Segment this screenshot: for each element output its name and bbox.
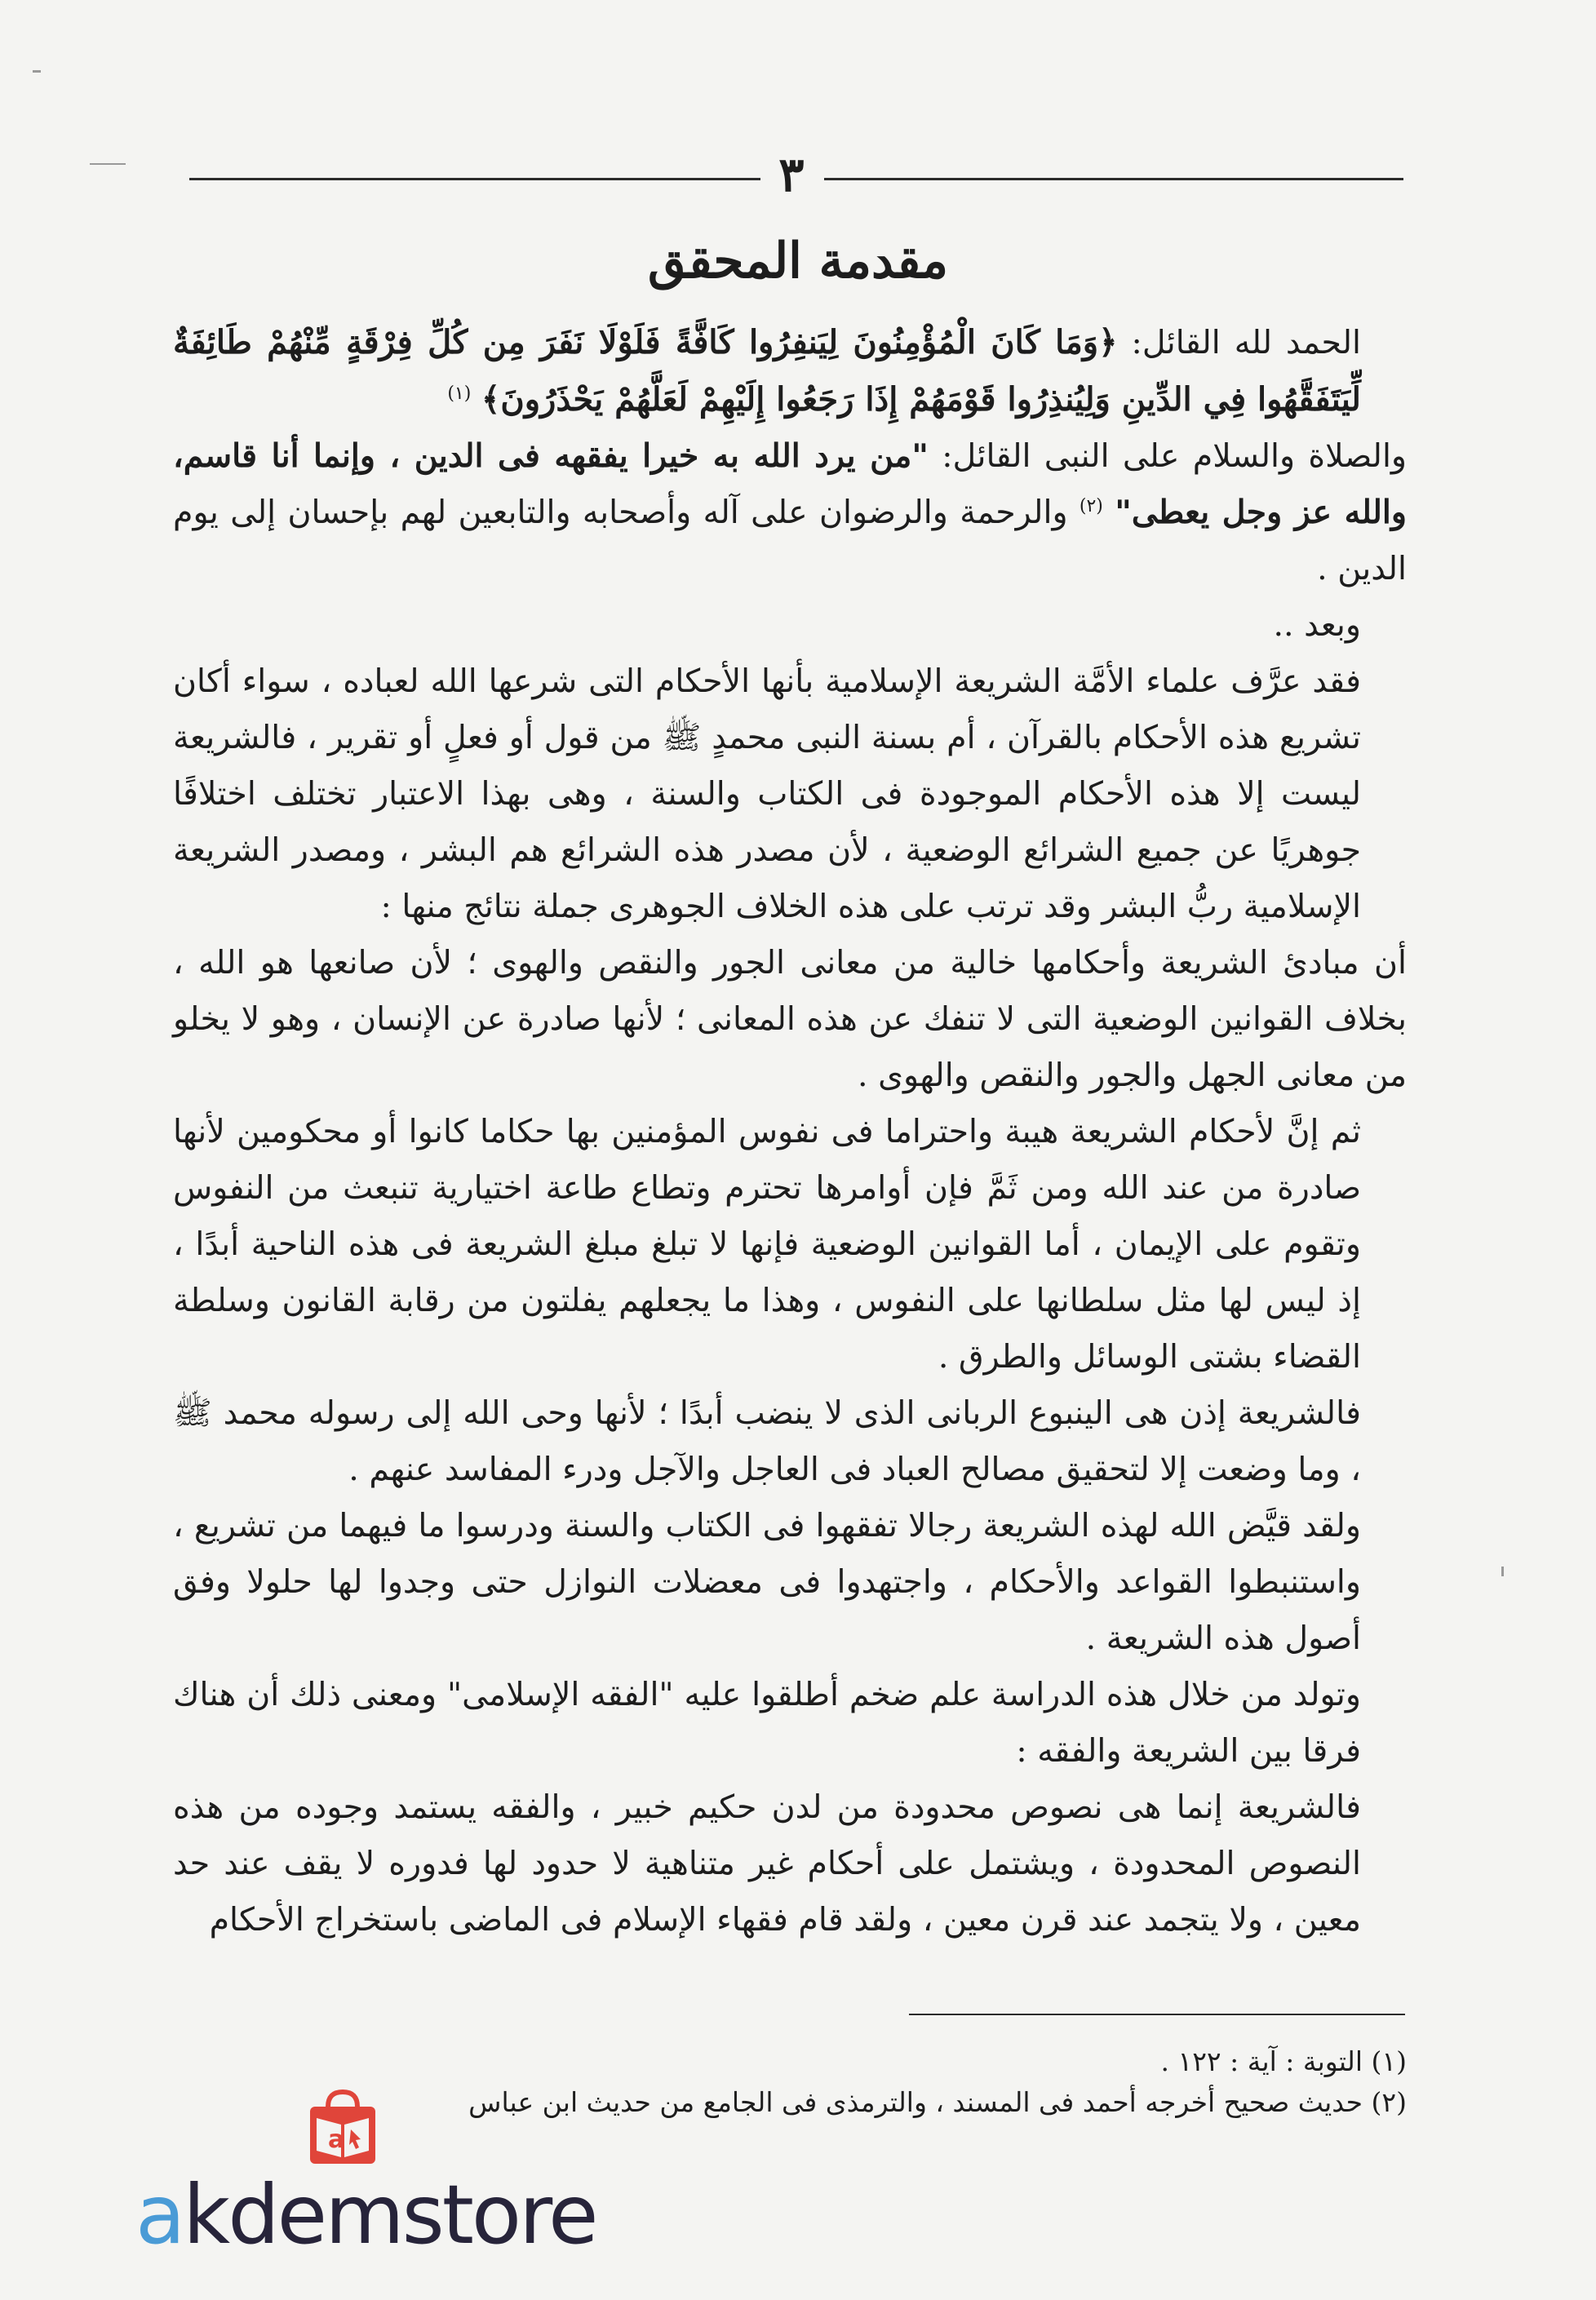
paragraph-principles: أن مبادئ الشريعة وأحكامها خالية من معانى الجور والنقص والهوى ؛ لأن صانعها هو الله ، بخلاف القوانين الوضعية التى لا تنفك عن هذه المعانى ؛ لأنها صادرة عن الإنسان ، وهو لا يخلو من معانى الجهل والجور والنقص والهوى . [173,944,1407,1094]
paragraph-definition: فقد عرَّف علماء الأمَّة الشريعة الإسلامية بأنها الأحكام التى شرعها الله لعباده ، سواء أكان تشريع هذه الأحكام بالقرآن ، أم بسنة النبى محمدٍ ﷺ من قول أو فعلٍ أو تقرير ، فالشريعة ليست إلا هذه الأحكام الموجودة فى الكتاب والسنة ، وهى بهذا الاعتبار تختلف اختلافًا جوهريًا عن جميع الشرائع الوضعية ، لأن مصدر هذه الشرائع هم البشر ، ومصدر الشريعة الإسلامية ربُّ البشر وقد ترتب على هذه الخلاف الجوهرى جملة نتائج منها : [173,663,1361,925]
header-rule-right [824,178,1403,180]
paragraph-source: فالشريعة إذن هى الينبوع الربانى الذى لا ينضب أبدًا ؛ لأنها وحى الله إلى رسوله محمد ﷺ ، وما وضعت إلا لتحقيق مصالح العباد فى العاجل والآجل ودرء المفاسد عنهم . [173,1394,1361,1488]
store-logo-text [135,2167,596,2262]
paragraph-difference: فالشريعة إنما هى نصوص محدودة من لدن حكيم خبير ، والفقه يستمد وجوده من هذه النصوص المحدودة ، ويشتمل على أحكام غير متناهية لا حدود لها فدوره لا يقف عند حد معين ، ولا يتجمد عند قرن معين ، ولقد قام فقهاء الإسلام فى الماضى باستخراج الأحكام [173,1788,1361,1939]
page-title: مقدمة المحقق [648,233,948,290]
opening-praise: الحمد لله القائل: [1117,324,1362,361]
paragraph-salutation [173,428,1407,597]
paragraph-fiqh: وتولد من خلال هذه الدراسة علم ضخم أطلقوا عليه "الفقه الإسلامى" ومعنى ذلك أن هناك فرقا بين الشريعة والفقه : [173,1676,1361,1770]
paragraph-reverence: ثم إنَّ لأحكام الشريعة هيبة واحتراما فى نفوس المؤمنين بها حكاما كانوا أو محكومين لأنها صادرة من عند الله ومن ثَمَّ فإن أوامرها تحترم وتطاع طاعة اختيارية تنبعث من النفوس وتقوم على الإيمان ، أما القوانين الوضعية فإنها لا تبلغ مبلغ الشريعة فى هذه الناحية أبدًا ، إذ ليس لها مثل سلطانها على النفوس ، وهذا ما يجعلهم يفلتون من رقابة القانون وسلطة القضاء بشتى الوسائل والطرق . [173,1113,1361,1376]
footnote-1: (١) التوبة : آية : ١٢٢ . [1160,2045,1407,2077]
quran-verse: ﴿وَمَا كَانَ الْمُؤْمِنُونَ لِيَنفِرُوا كَافَّةً فَلَوْلَا نَفَرَ مِن كُلِّ فِرْقَةٍ مِّنْهُمْ طَائِفَةٌ لِّيَتَفَقَّهُوا فِي الدِّينِ وَلِيُنذِرُوا قَوْمَهُمْ إِذَا رَجَعُوا إِلَيْهِمْ لَعَلَّهُمْ يَحْذَرُونَ﴾ [173,323,1361,419]
store-logo-accent: a [135,2167,184,2262]
page-number: ٣ [778,147,805,202]
paragraph-scholars: ولقد قيَّض الله لهذه الشريعة رجالا تفقهوا فى الكتاب والسنة ودرسوا ما فيهما من تشريع ، واستنبطوا القواعد والأحكام ، واجتهدوا فى معضلات النوازل حتى وجدوا لها حلولا وفق أصول هذه الشريعة . [173,1507,1361,1657]
scan-speck [1501,1567,1504,1576]
store-logo-rest: kdemstore [183,2167,596,2262]
salutation-prefix: والصلاة والسلام على النبى القائل: [928,437,1407,475]
footnote-ref-2: (٢) [1079,495,1103,516]
scan-speck [90,163,126,165]
footnote-ref-1: (١) [447,383,472,404]
paragraph-wabaad: وبعد .. [1273,606,1361,644]
salutation-suffix: والرحمة والرضوان على آله وأصحابه والتابعين لهم بإحسان إلى يوم الدين . [173,494,1407,587]
body-text [173,314,1407,1948]
header-rule-left [189,178,760,180]
store-bag-icon [304,2089,382,2167]
footnotes [392,2041,1407,2123]
paragraph-opening [173,314,1407,428]
footnote-2: (٢) حديث صحيح أخرجه أحمد فى المسند ، والترمذى فى الجامع من حديث ابن عباس [468,2086,1407,2118]
hadith-quote: "من يرد الله به خيرا يفقهه فى الدين ، وإنما أنا قاسم، والله عز وجل يعطى" [173,437,1407,531]
store-bag-letter: a [328,2125,345,2154]
scan-speck [33,70,41,73]
footnote-rule [909,2014,1405,2015]
